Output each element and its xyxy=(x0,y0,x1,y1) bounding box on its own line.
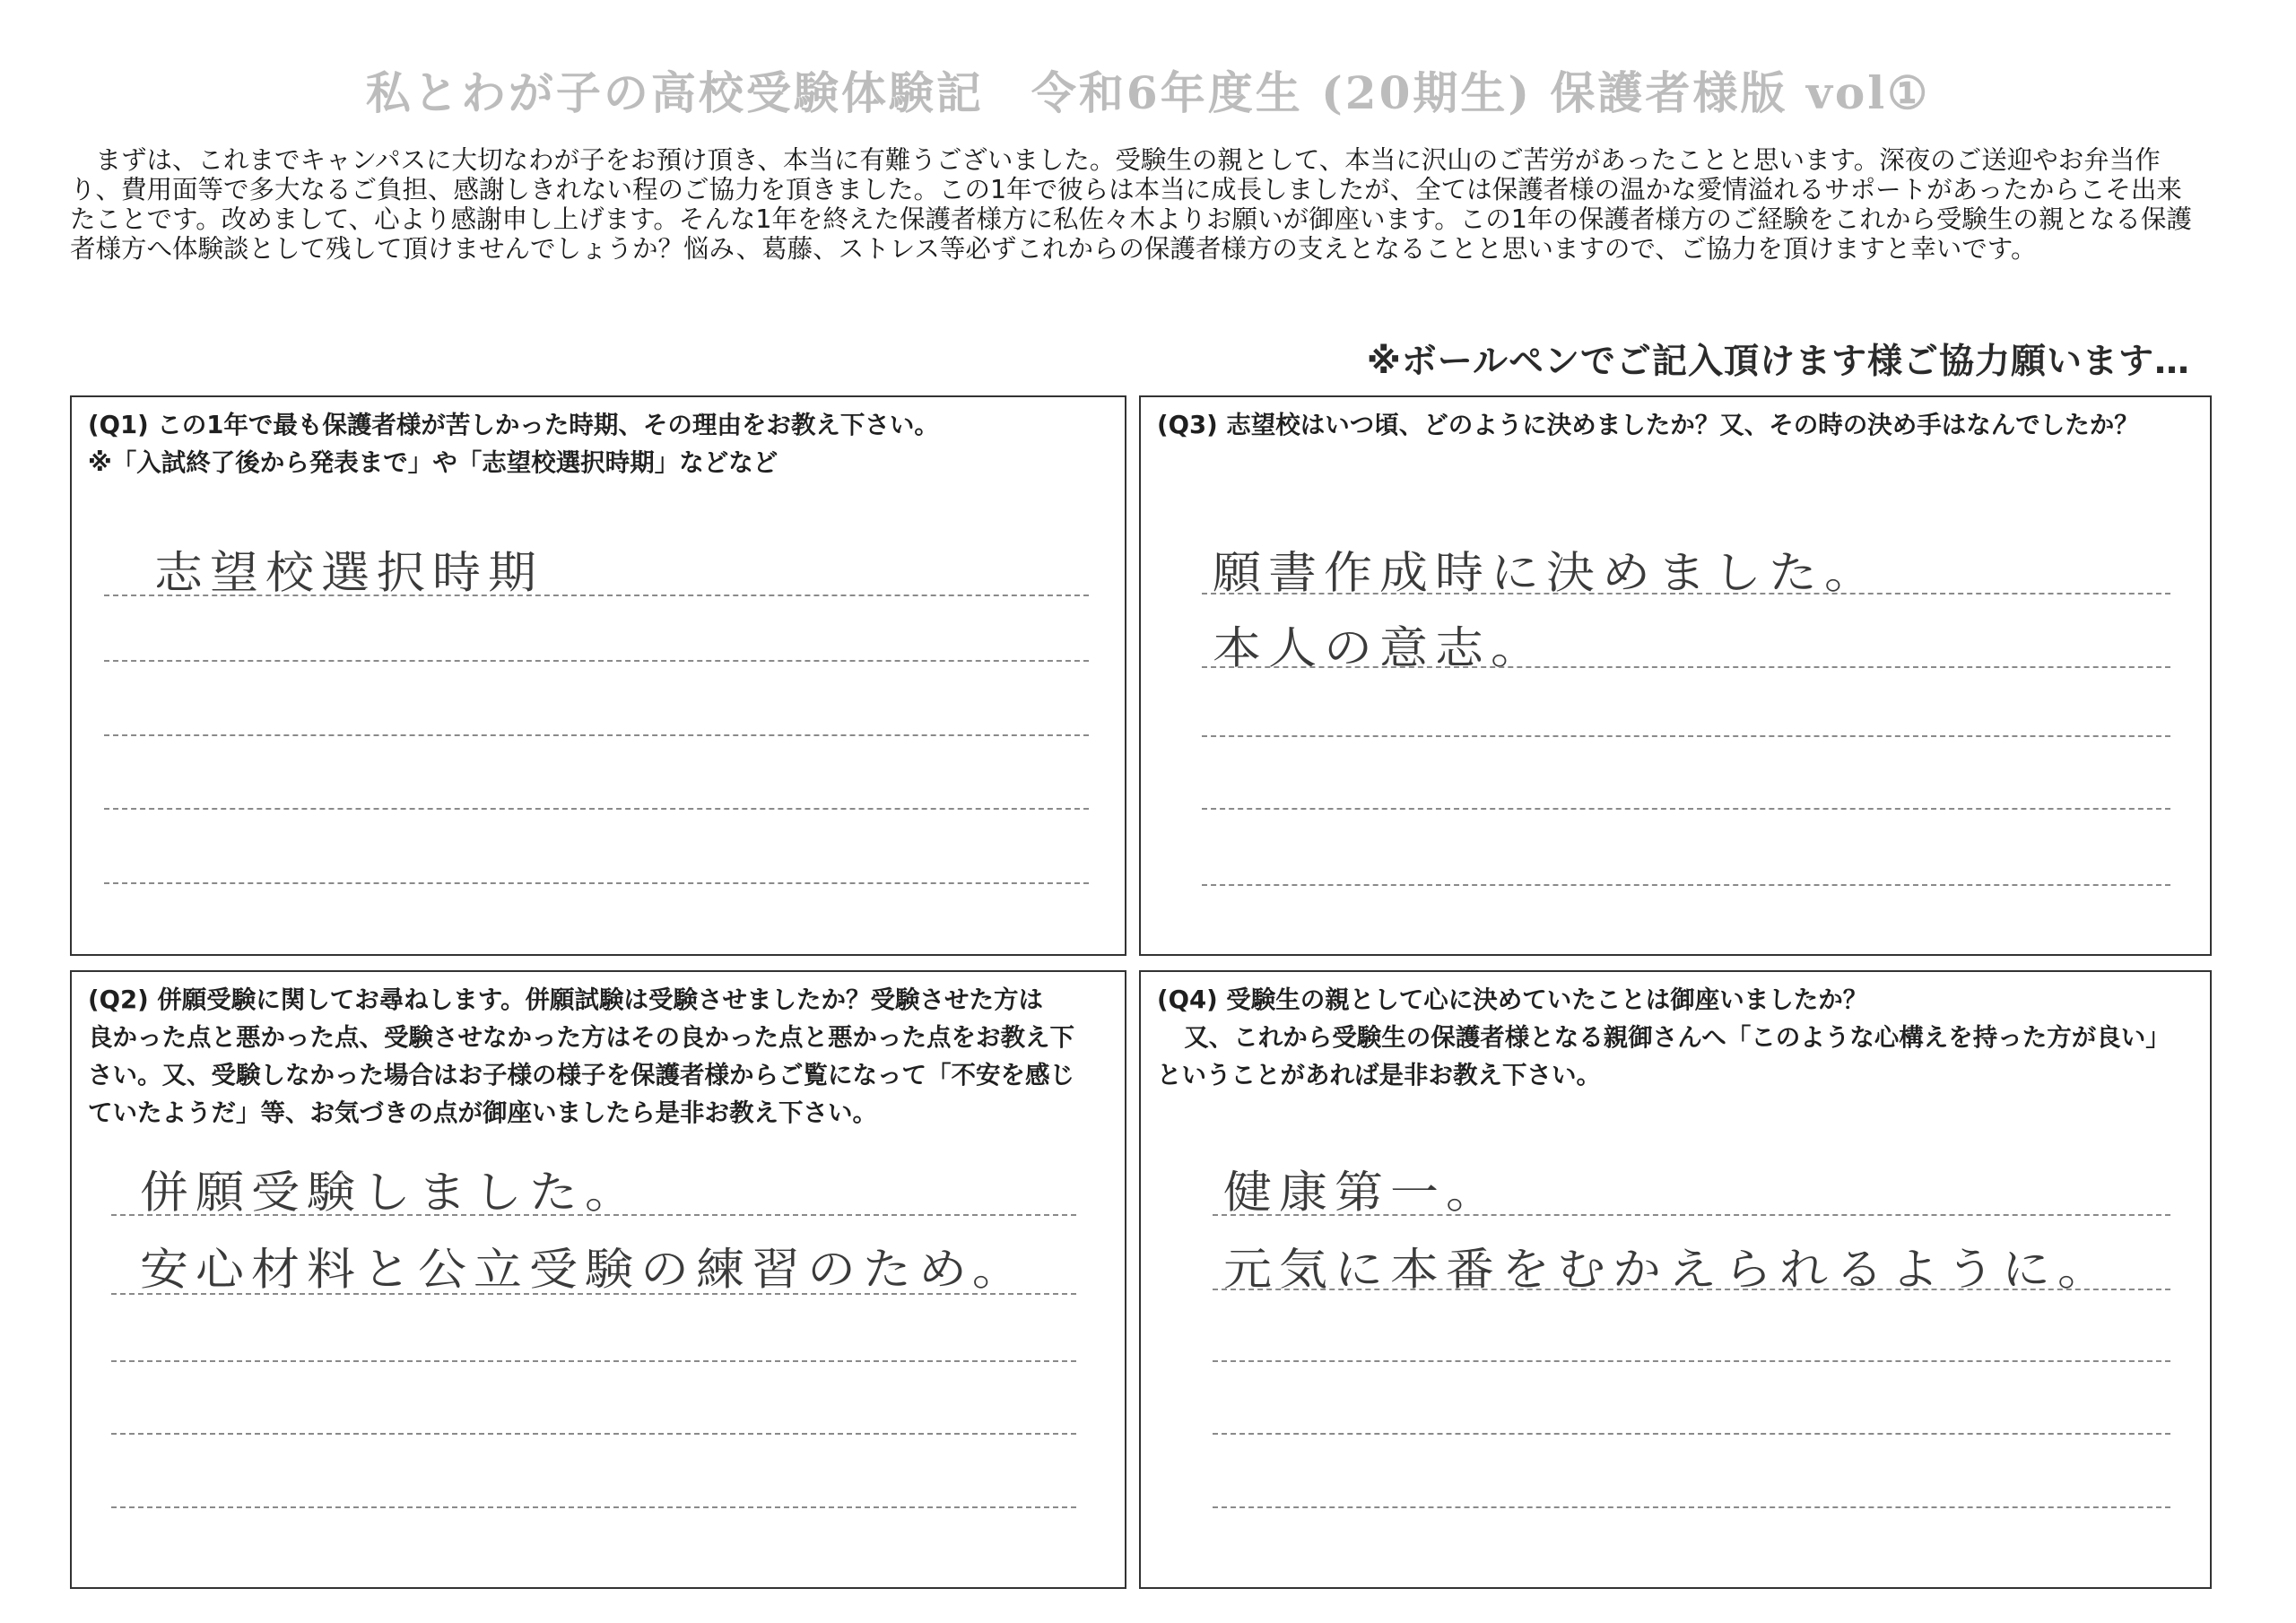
handwritten-answer[interactable]: 併願受験しました。 xyxy=(140,1166,640,1219)
question-line: (Q1) この1年で最も保護者様が苦しかった時期、その理由をお教え下さい。 xyxy=(88,411,939,439)
question-line: (Q3) 志望校はいつ頃、どのように決めましたか？又、その時の決め手はなんでしたか？ xyxy=(1157,411,2139,439)
answer-line xyxy=(1213,1214,2170,1216)
answer-line xyxy=(1213,1506,2170,1508)
intro-paragraph: まずは、これまでキャンパスに大切なわが子をお預け頂き、本当に有難うございました。受験生の親として、本当に沢山のご苦労があったことと思います。深夜のご送迎やお弁当作り、費用面等で多大なるご負担、感謝しきれない程のご協力を頂きました。この1年で彼らは本当に成長しましたが、全ては保護者様の温かな愛情溢れるサポートがあったからこそ出来たことです。改めまして、心より感謝申し上げます。そんな1年を終えた保護者様方に私佐々木よりお願いが御座います。この1年の保護者様方のご経験をこれから受験生の親となる保護者様方へ体験談として残して頂けませんでしょうか？悩み、葛藤、ストレス等必ずこれからの保護者様方の支えとなることと思いますので、ご協力を頂けますと幸いです。 xyxy=(70,145,2192,264)
ballpoint-pen-note: ※ボールペンでご記入頂けます様ご協力願います… xyxy=(1366,342,2190,382)
answer-line xyxy=(111,1506,1076,1508)
answer-line xyxy=(1213,1360,2170,1362)
answer-line xyxy=(111,1214,1076,1216)
handwritten-answer[interactable]: 健康第一。 xyxy=(1223,1166,1501,1219)
handwritten-answer[interactable]: 志望校選択時期 xyxy=(154,546,544,599)
answer-line xyxy=(104,660,1089,662)
question-text-q4 xyxy=(1157,981,2194,1094)
question-text-q1 xyxy=(88,406,1109,482)
answer-line xyxy=(1202,735,2170,737)
handwritten-answer[interactable]: 本人の意志。 xyxy=(1213,621,1546,674)
page-title: 私とわが子の高校受験体験記 令和6年度生 (20期生) 保護者様版 vol① xyxy=(365,66,1931,119)
answer-line xyxy=(1202,808,2170,810)
question-text-q2 xyxy=(88,981,1109,1132)
question-box-q1 xyxy=(70,395,1126,956)
question-line: ていたようだ」等、お気づきの点が御座いましたら是非お教え下さい。 xyxy=(88,1098,877,1127)
answer-line xyxy=(111,1293,1076,1295)
handwritten-answer[interactable]: 安心材料と公立受験の練習のため。 xyxy=(140,1243,1028,1296)
answer-line xyxy=(104,734,1089,736)
handwritten-answer[interactable]: 願書作成時に決めました。 xyxy=(1213,546,1880,599)
answer-line xyxy=(111,1433,1076,1435)
question-line: ということがあれば是非お教え下さい。 xyxy=(1157,1061,1601,1089)
question-box-q2 xyxy=(70,970,1126,1589)
question-box-q4 xyxy=(1139,970,2212,1589)
answer-line xyxy=(104,882,1089,884)
handwritten-answer[interactable]: 元気に本番をむかえられるように。 xyxy=(1223,1243,2113,1296)
answer-line xyxy=(104,808,1089,810)
answer-line xyxy=(1202,884,2170,886)
question-line: (Q2) 併願受験に関してお尋ねします。併願試験は受験させましたか？受験させた方は xyxy=(88,985,1044,1014)
answer-line xyxy=(1213,1289,2170,1290)
question-line: (Q4) 受験生の親として心に決めていたことは御座いましたか？ xyxy=(1157,985,1868,1014)
answer-line xyxy=(111,1360,1076,1362)
question-text-q3 xyxy=(1157,406,2194,444)
answer-line xyxy=(1202,593,2170,595)
answer-line xyxy=(104,595,1089,596)
answer-line xyxy=(1213,1433,2170,1435)
answer-line xyxy=(1202,666,2170,668)
question-line: 良かった点と悪かった点、受験させなかった方はその良かった点と悪かった点をお教え下 xyxy=(88,1023,1074,1052)
question-line: ※「入試終了後から発表まで」や「志望校選択時期」などなど xyxy=(88,448,778,477)
question-line: 又、これから受験生の保護者様となる親御さんへ「このような心構えを持った方が良い」 xyxy=(1184,1023,2170,1052)
question-box-q3 xyxy=(1139,395,2212,956)
question-line: さい。又、受験しなかった場合はお子様の様子を保護者様からご覧になって「不安を感じ xyxy=(88,1061,1074,1089)
